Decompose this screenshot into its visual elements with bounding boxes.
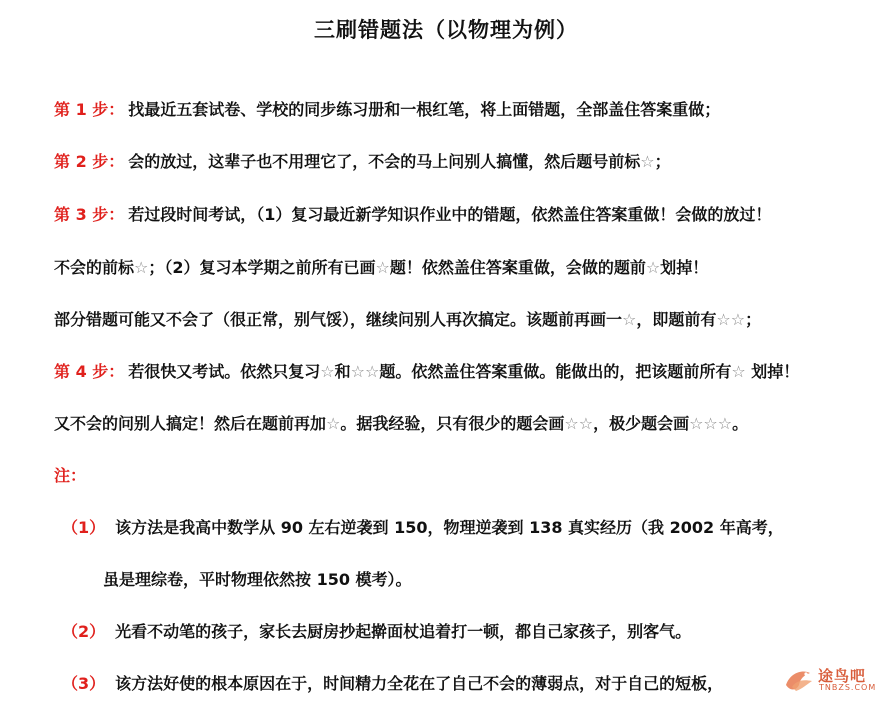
step-4-line-2-d: 。	[732, 414, 749, 433]
step-4-line-2-b: 。据我经验，只有很少的题会画	[340, 414, 565, 433]
note-3-number: （3）	[62, 674, 106, 693]
note-1-number: （1）	[62, 518, 106, 537]
note-3-text: 该方法好使的根本原因在于，时间精力全花在了自己不会的薄弱点，对于自己的短板，	[115, 674, 724, 693]
step-4-text-d: 划掉！	[745, 362, 800, 381]
note-1-line-2: 虽是理综卷，平时物理依然按 150 模考）。	[103, 570, 412, 589]
star-icon: ☆	[703, 414, 718, 433]
step-2	[54, 151, 671, 173]
step-3-text: 若过段时间考试，（1）复习最近新学知识作业中的错题，依然盖住答案重做！会做的放过！	[128, 205, 772, 224]
step-1	[54, 99, 720, 121]
step-3-line-2-b: ；（2）复习本学期之前所有已画	[148, 258, 376, 277]
note-2	[62, 621, 691, 643]
step-4-text-b: 和	[334, 362, 351, 381]
note-1	[62, 517, 784, 539]
star-icon: ☆	[640, 152, 655, 171]
star-icon: ☆	[134, 258, 149, 277]
note-label: 注：	[54, 466, 87, 485]
step-1-text: 找最近五套试卷、学校的同步练习册和一根红笔，将上面错题，全部盖住答案重做；	[128, 100, 721, 119]
star-icon: ☆	[350, 362, 365, 381]
step-4-line-2	[54, 413, 748, 435]
bird-logo-icon	[782, 663, 816, 697]
step-1-label: 第 1 步：	[54, 100, 125, 119]
step-3-line-3	[54, 309, 761, 331]
watermark-domain: TNBZS.COM	[819, 683, 877, 692]
step-4-line-2-c: ，极少题会画	[593, 414, 690, 433]
note-2-number: （2）	[62, 622, 106, 641]
star-icon: ☆	[320, 362, 335, 381]
star-icon: ☆	[730, 310, 746, 329]
step-4	[54, 361, 799, 383]
step-3-label: 第 3 步：	[54, 205, 125, 224]
note-3	[62, 673, 723, 695]
star-icon: ☆	[375, 258, 390, 277]
step-4-text-a: 若很快又考试。依然只复习	[128, 362, 321, 381]
star-icon: ☆	[731, 362, 746, 381]
page-title: 三刷错题法（以物理为例）	[314, 18, 578, 42]
step-2-text: 会的放过，这辈子也不用理它了，不会的马上问别人搞懂，然后题号前标	[128, 152, 641, 171]
step-3-line-3-c: ；	[745, 310, 762, 329]
star-icon: ☆	[578, 414, 594, 433]
step-3-line-2-d: 划掉！	[660, 258, 709, 277]
star-icon: ☆	[645, 258, 661, 277]
star-icon: ☆	[689, 414, 704, 433]
step-3-line-3-b: ，即题前有	[636, 310, 717, 329]
star-icon: ☆	[564, 414, 579, 433]
step-3	[54, 204, 771, 226]
step-3-line-3-a: 部分错题可能又不会了（很正常，别气馁），继续问别人再次搞定。该题前再画一	[54, 310, 623, 329]
star-icon: ☆	[622, 310, 637, 329]
star-icon: ☆	[717, 414, 733, 433]
step-3-line-2-a: 不会的前标	[54, 258, 135, 277]
step-4-line-2-a: 又不会的问别人搞定！然后在题前再加	[54, 414, 327, 433]
star-icon: ☆	[716, 310, 731, 329]
star-icon: ☆	[326, 414, 341, 433]
step-4-label: 第 4 步：	[54, 362, 125, 381]
step-2-label: 第 2 步：	[54, 152, 125, 171]
step-3-line-2	[54, 257, 708, 279]
watermark-name: 途鸟吧	[818, 667, 867, 685]
watermark	[782, 663, 884, 697]
note-2-text: 光看不动笔的孩子，家长去厨房抄起擀面杖追着打一顿，都自己家孩子，别客气。	[115, 622, 692, 641]
step-2-text-end: ；	[654, 152, 671, 171]
step-4-text-c: 题。依然盖住答案重做。能做出的，把该题前所有	[379, 362, 732, 381]
star-icon: ☆	[365, 362, 380, 381]
step-3-line-2-c: 题！依然盖住答案重做，会做的题前	[389, 258, 646, 277]
note-1-text: 该方法是我高中数学从 90 左右逆袭到 150，物理逆袭到 138 真实经历（我 2002 年高考，	[115, 518, 784, 537]
